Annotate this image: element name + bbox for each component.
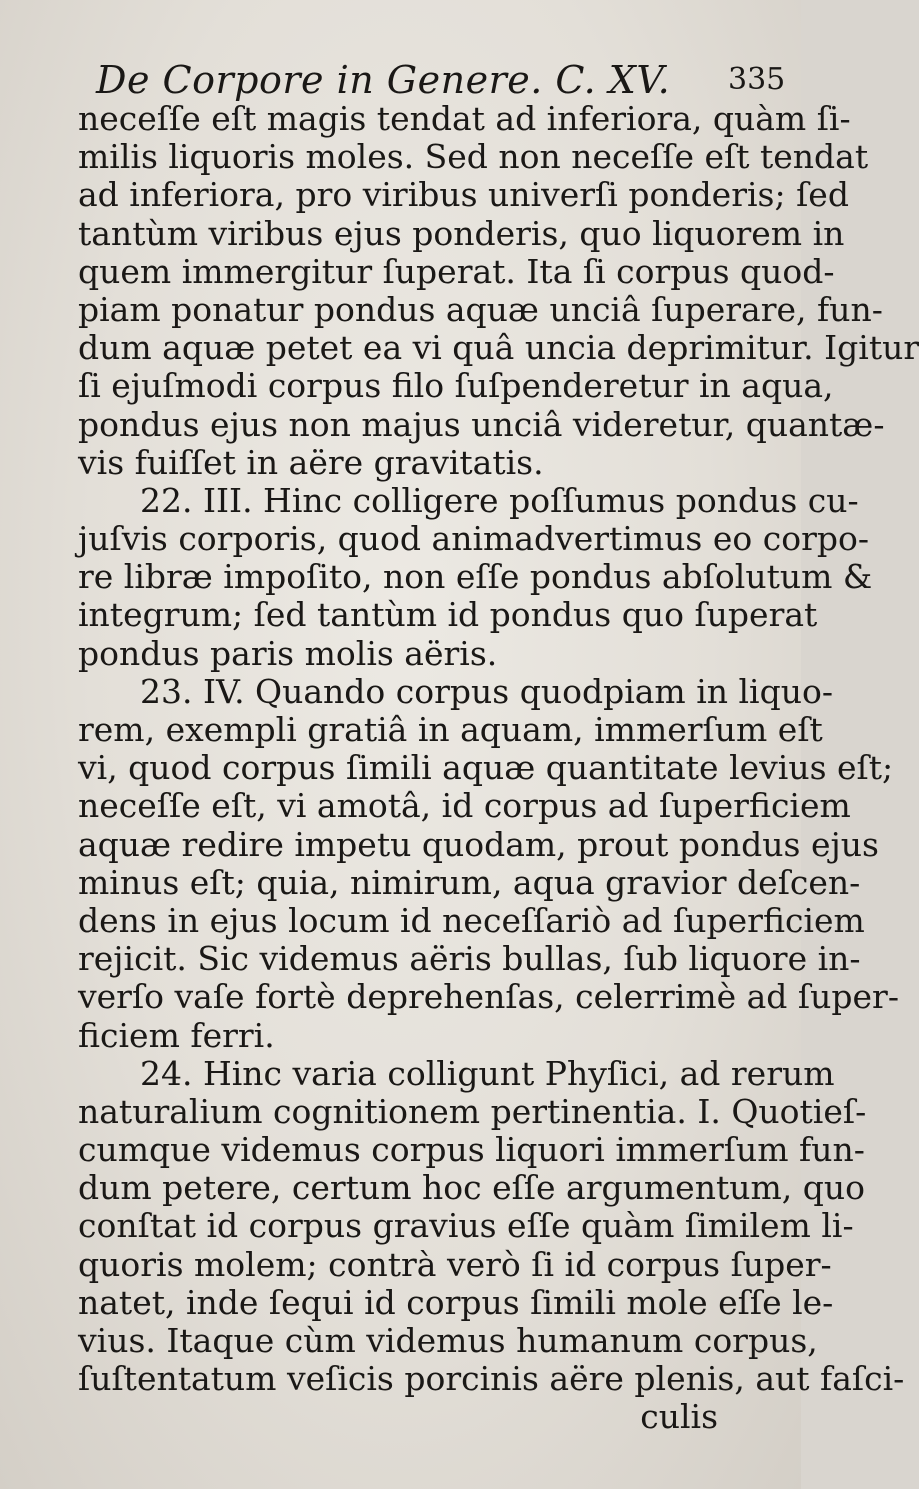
text-line: piam ponatur pondus aquæ unciâ ſuperare, fun-	[78, 289, 883, 329]
page-header	[0, 58, 801, 102]
text-line: naturalium cognitionem pertinentia. I. Quotieſ-	[78, 1091, 867, 1131]
text-line: natet, inde ſequi id corpus ſimili mole eſſe le-	[78, 1282, 834, 1322]
text-line: neceſſe eſt, vi amotâ, id corpus ad ſuperficiem	[78, 786, 851, 826]
catchword: culis	[640, 1397, 718, 1437]
text-line: rejicit. Sic videmus aëris bullas, ſub liquore in-	[78, 939, 861, 979]
text-line: neceſſe eſt magis tendat ad inferiora, quàm ſi-	[78, 99, 851, 138]
text-line: quoris molem; contrà verò ſi id corpus ſuper-	[78, 1244, 832, 1284]
paragraph-start-23: 23. IV. Quando corpus quodpiam in liquo-	[140, 671, 833, 711]
text-line: juſvis corporis, quod animadvertimus eo corpo-	[78, 519, 870, 559]
text-line: pondus paris molis aëris.	[78, 633, 498, 673]
text-line: ſuſtentatum veſicis porcinis aëre plenis, aut faſci-	[78, 1359, 905, 1399]
text-line: dens in ejus locum id neceſſariò ad ſuperficiem	[78, 900, 865, 940]
text-line: dum aquæ petet ea vi quâ uncia deprimitur. Igitur	[78, 328, 919, 368]
text-line: vius. Itaque cùm videmus humanum corpus,	[78, 1321, 818, 1360]
text-line: integrum; ſed tantùm id pondus quo ſuperat	[78, 595, 818, 635]
page-number: 335	[728, 62, 786, 97]
text-line: ſi ejuſmodi corpus filo ſuſpenderetur in aqua,	[78, 366, 834, 406]
text-line: ficiem ferri.	[78, 1015, 275, 1055]
body-text	[78, 99, 919, 1437]
text-line: rem, exempli gratiâ in aquam, immerſum eſt	[78, 710, 823, 749]
text-line: pondus ejus non majus unciâ videretur, quantæ-	[78, 404, 885, 444]
text-line: milis liquoris moles. Sed non neceſſe eſt tendat	[78, 137, 869, 177]
text-line: minus eſt; quia, nimirum, aqua gravior deſcen-	[78, 862, 861, 902]
text-line: aquæ redire impetu quodam, prout pondus ejus	[78, 824, 879, 864]
text-line: quem immergitur ſuperat. Ita ſi corpus quod-	[78, 251, 835, 291]
text-line: vi, quod corpus ſimili aquæ quantitate levius eſt;	[78, 748, 894, 788]
text-line: dum petere, certum hoc eſſe argumentum, quo	[78, 1168, 865, 1208]
text-line: ad inferiora, pro viribus univerſi ponderis; ſed	[78, 175, 849, 215]
text-line: conſtat id corpus gravius eſſe quàm ſimilem li-	[78, 1206, 854, 1246]
running-head: De Corpore in Genere. C. XV.	[96, 58, 671, 102]
text-line: verſo vaſe fortè deprehenſas, celerrimè ad ſuper-	[78, 977, 899, 1017]
text-line: tantùm viribus ejus ponderis, quo liquorem in	[78, 213, 845, 253]
paragraph-start-24: 24. Hinc varia colligunt Phyſici, ad rerum	[140, 1053, 835, 1093]
paragraph-start-22: 22. III. Hinc colligere poſſumus pondus cu-	[140, 480, 859, 520]
text-line: re libræ impoſito, non eſſe pondus abſolutum &	[78, 557, 873, 597]
text-line: cumque videmus corpus liquori immerſum fun-	[78, 1130, 865, 1170]
text-line: vis fuiſſet in aëre gravitatis.	[78, 442, 544, 482]
